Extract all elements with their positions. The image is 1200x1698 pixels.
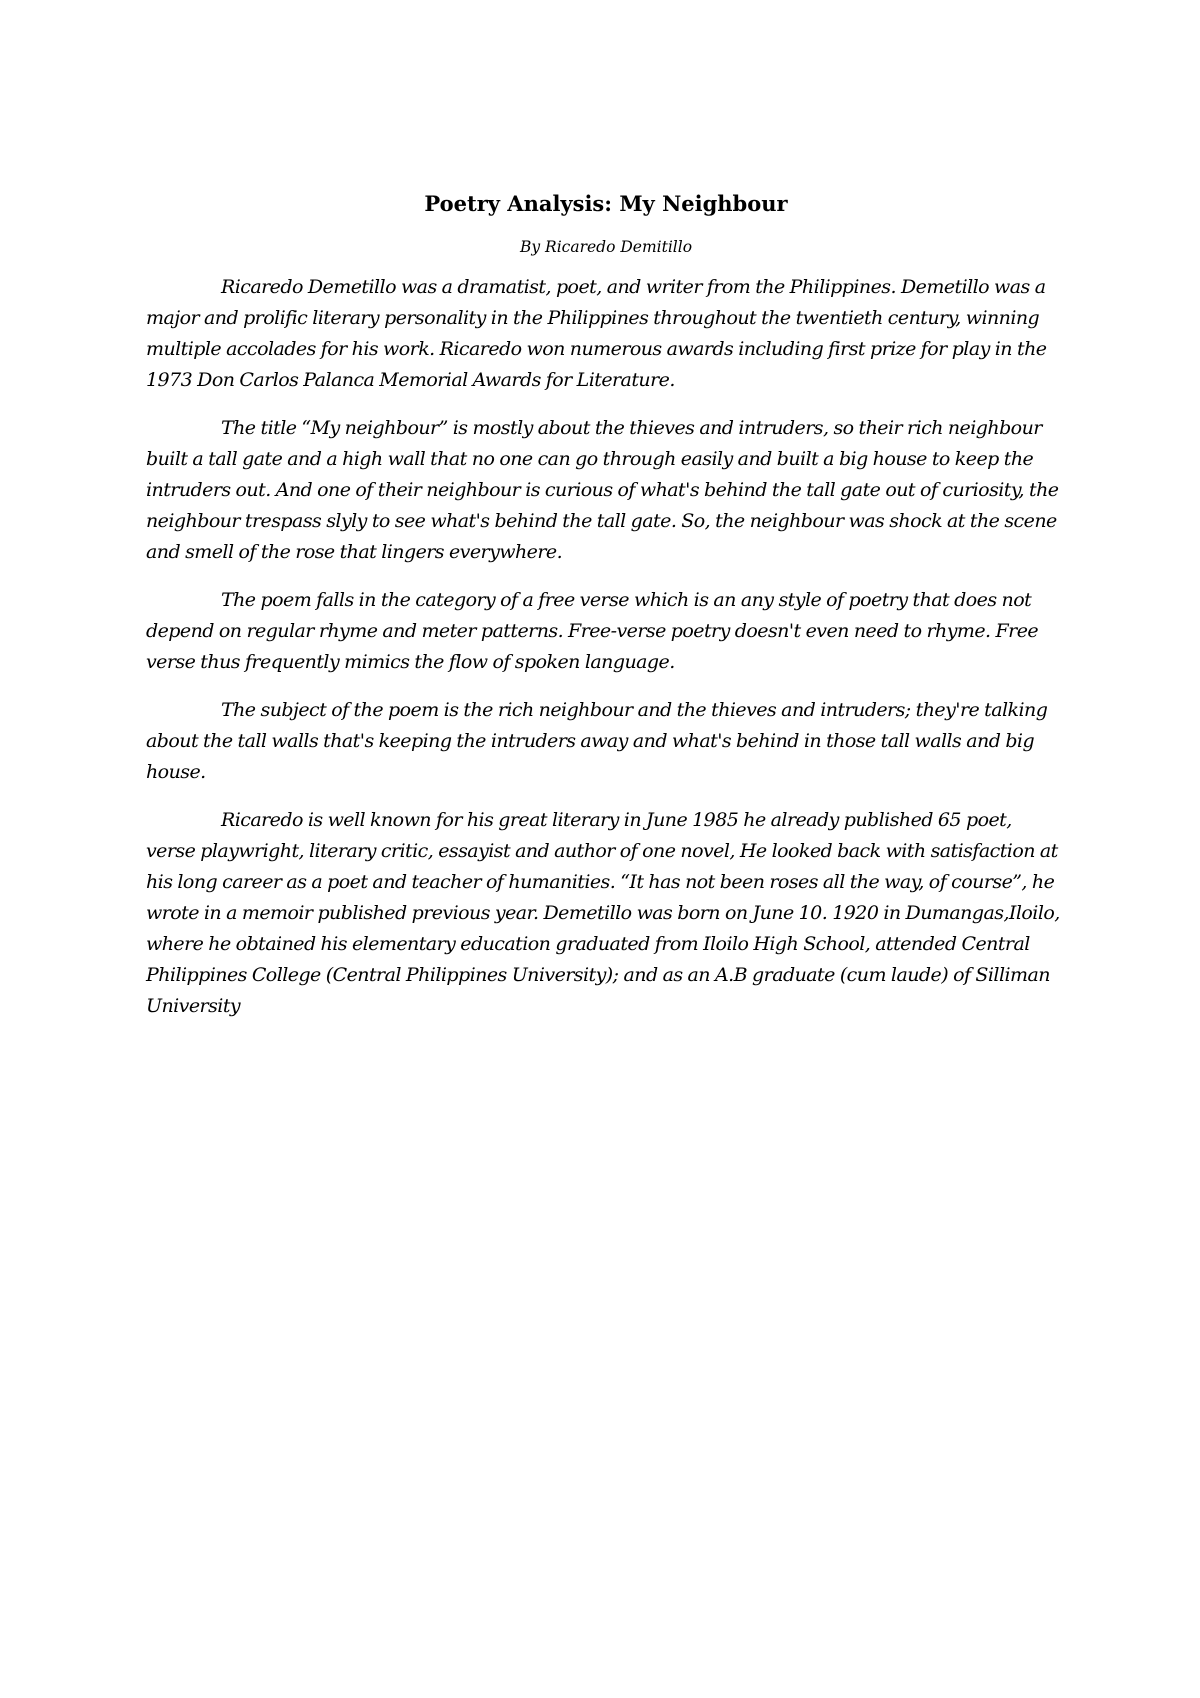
- paragraph-subject: The subject of the poem is the rich neighbour and the thieves and intruders; they're talking about the tall walls that's keeping the intruders away and what's behind in those tall walls and big house.: [146, 699, 1048, 783]
- paragraph-intro: Ricaredo Demetillo was a dramatist, poet, and writer from the Philippines. Demetillo was a major and prolific literary personality in the Philippines throughout the twentieth century, winning multiple accolades for his work. Ricaredo won numerous awards including first prize for play in the 1973 Don Carlos Palanca Memorial Awards for Literature.: [146, 276, 1047, 391]
- paragraph-form: The poem falls in the category of a free verse which is an any style of poetry that does not depend on regular rhyme and meter patterns. Free-verse poetry doesn't even need to rhyme. Free verse thus frequently mimics the flow of spoken language.: [146, 589, 1039, 673]
- paragraph-biography: Ricaredo is well known for his great literary in June 1985 he already published 65 poet, verse playwright, literary critic, essayist and author of one novel, He looked back with satisfaction at his long career as a poet and teacher of humanities. “It has not been roses all the way, of course”, he wrote in a memoir published previous year. Demetillo was born on June 10. 1920 in Dumangas,Iloilo, where he obtained his elementary education graduated from Iloilo High School, attended Central Philippines College (Central Philippines University); and as an A.B graduate (cum laude) of Silliman University: [146, 809, 1060, 1017]
- document-title: Poetry Analysis: My Neighbour: [424, 191, 788, 216]
- paragraph-title-meaning: The title “My neighbour” is mostly about the thieves and intruders, so their rich neighbour built a tall gate and a high wall that no one can go through easily and built a big house to keep the intruders out. And one of their neighbour is curious of what's behind the tall gate out of curiosity, the neighbour trespass slyly to see what's behind the tall gate. So, the neighbour was shock at the scene and smell of the rose that lingers everywhere.: [146, 417, 1059, 563]
- document-body: [146, 190, 1066, 1039]
- document-byline: By Ricaredo Demitillo: [519, 238, 693, 256]
